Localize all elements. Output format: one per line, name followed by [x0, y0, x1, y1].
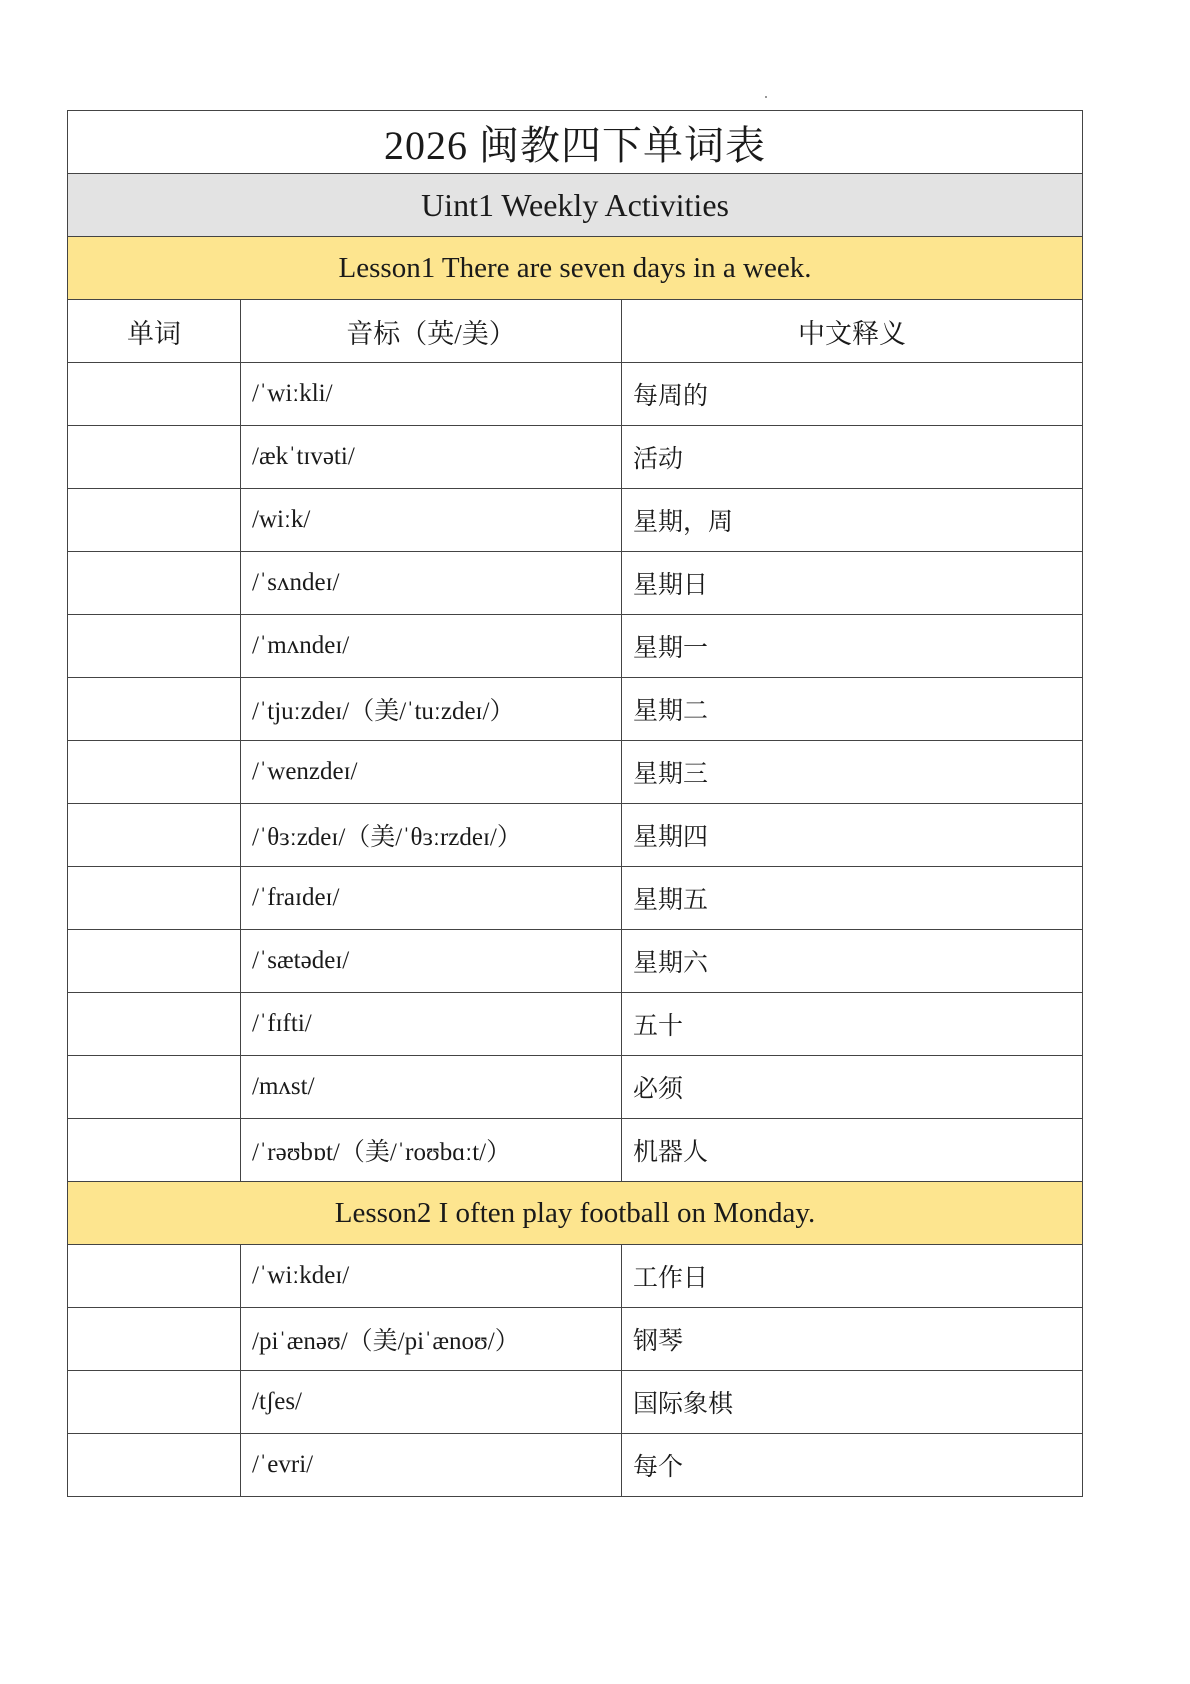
- table-row: [68, 993, 1083, 1056]
- chinese-cell: 每周的: [622, 363, 1083, 426]
- word-cell: [68, 804, 241, 867]
- chinese-column-header: 中文释义: [622, 300, 1083, 363]
- phonetic-cell: /ˈwenzdeɪ/: [241, 741, 622, 804]
- phonetic-cell: /ækˈtɪvəti/: [241, 426, 622, 489]
- chinese-cell: 机器人: [622, 1119, 1083, 1182]
- phonetic-cell: /ˈtjuːzdeɪ/（美/ˈtuːzdeɪ/）: [241, 678, 622, 741]
- table-row: [68, 930, 1083, 993]
- table-row: [68, 1371, 1083, 1434]
- chinese-cell: 钢琴: [622, 1308, 1083, 1371]
- word-cell: [68, 1119, 241, 1182]
- table-row: [68, 552, 1083, 615]
- phonetic-cell: /ˈsætədeɪ/: [241, 930, 622, 993]
- unit-row: [68, 174, 1083, 237]
- phonetic-cell: /ˈwiːkli/: [241, 363, 622, 426]
- phonetic-cell: /ˈsʌndeɪ/: [241, 552, 622, 615]
- word-cell: [68, 615, 241, 678]
- chinese-cell: 星期三: [622, 741, 1083, 804]
- phonetic-cell: /ˈrəʊbɒt/（美/ˈroʊbɑːt/）: [241, 1119, 622, 1182]
- phonetic-cell: /tʃes/: [241, 1371, 622, 1434]
- phonetic-cell: /mʌst/: [241, 1056, 622, 1119]
- chinese-cell: 五十: [622, 993, 1083, 1056]
- table-row: [68, 1245, 1083, 1308]
- lesson-row: [68, 237, 1083, 300]
- chinese-cell: 星期，周: [622, 489, 1083, 552]
- lesson-title: Lesson2 I often play football on Monday.: [68, 1182, 1083, 1245]
- phonetic-cell: /wiːk/: [241, 489, 622, 552]
- table-row: [68, 615, 1083, 678]
- lesson-title: Lesson1 There are seven days in a week.: [68, 237, 1083, 300]
- phonetic-cell: /ˈevri/: [241, 1434, 622, 1497]
- chinese-cell: 工作日: [622, 1245, 1083, 1308]
- vocabulary-table: [67, 110, 1083, 1497]
- phonetic-cell: /piˈænəʊ/（美/piˈænoʊ/）: [241, 1308, 622, 1371]
- table-row: [68, 867, 1083, 930]
- phonetic-cell: /ˈmʌndeɪ/: [241, 615, 622, 678]
- phonetic-cell: /ˈfraɪdeɪ/: [241, 867, 622, 930]
- table-row: [68, 678, 1083, 741]
- page-marker-dot: [765, 96, 767, 98]
- table-row: [68, 741, 1083, 804]
- table-row: [68, 804, 1083, 867]
- word-cell: [68, 426, 241, 489]
- chinese-cell: 星期一: [622, 615, 1083, 678]
- word-cell: [68, 1371, 241, 1434]
- phonetic-column-header: 音标（英/美）: [241, 300, 622, 363]
- word-cell: [68, 552, 241, 615]
- table-row: [68, 1119, 1083, 1182]
- table-row: [68, 1056, 1083, 1119]
- phonetic-cell: /ˈwiːkdeɪ/: [241, 1245, 622, 1308]
- lesson-row: [68, 1182, 1083, 1245]
- word-column-header: 单词: [68, 300, 241, 363]
- word-cell: [68, 867, 241, 930]
- word-cell: [68, 1434, 241, 1497]
- word-cell: [68, 1056, 241, 1119]
- chinese-cell: 星期四: [622, 804, 1083, 867]
- chinese-cell: 星期二: [622, 678, 1083, 741]
- chinese-cell: 每个: [622, 1434, 1083, 1497]
- word-cell: [68, 1308, 241, 1371]
- word-cell: [68, 678, 241, 741]
- vocabulary-table-body: [68, 111, 1083, 1497]
- word-cell: [68, 363, 241, 426]
- word-cell: [68, 489, 241, 552]
- word-cell: [68, 993, 241, 1056]
- chinese-cell: 星期日: [622, 552, 1083, 615]
- phonetic-cell: /ˈθɜːzdeɪ/（美/ˈθɜːrzdeɪ/）: [241, 804, 622, 867]
- chinese-cell: 国际象棋: [622, 1371, 1083, 1434]
- chinese-cell: 星期五: [622, 867, 1083, 930]
- table-row: [68, 489, 1083, 552]
- column-header-row: [68, 300, 1083, 363]
- word-cell: [68, 1245, 241, 1308]
- chinese-cell: 必须: [622, 1056, 1083, 1119]
- table-row: [68, 426, 1083, 489]
- chinese-cell: 星期六: [622, 930, 1083, 993]
- table-row: [68, 1308, 1083, 1371]
- title-row: [68, 111, 1083, 174]
- word-cell: [68, 930, 241, 993]
- chinese-cell: 活动: [622, 426, 1083, 489]
- table-row: [68, 1434, 1083, 1497]
- document-title: 2026 闽教四下单词表: [68, 111, 1083, 174]
- unit-title: Uint1 Weekly Activities: [68, 174, 1083, 237]
- word-cell: [68, 741, 241, 804]
- phonetic-cell: /ˈfɪfti/: [241, 993, 622, 1056]
- table-row: [68, 363, 1083, 426]
